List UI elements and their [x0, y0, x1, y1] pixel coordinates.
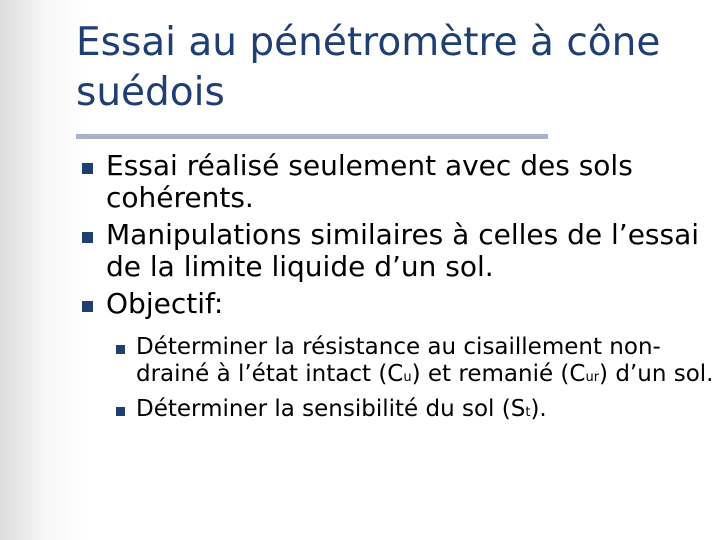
bullet-item-2: [76, 219, 716, 283]
title-underline: [76, 134, 548, 139]
sub-bullet-text-2a: Déterminer la sensibilité du sol (S: [136, 396, 526, 422]
sub-bullet-item-1: [116, 334, 716, 391]
bullet-item-1: [76, 150, 716, 214]
sub-bullet-text-1a: Déterminer la résistance au cisaillement non-drainé à l’état intact (C: [136, 334, 661, 387]
sub-bullet-square-icon: [116, 345, 125, 354]
bullet-text-3: Objectif:: [106, 287, 224, 320]
sub-bullet-text-2b: ).: [530, 396, 547, 422]
bullet-list: [76, 150, 716, 431]
st-subscript: t: [525, 405, 531, 420]
sub-bullet-square-icon: [116, 407, 125, 416]
sub-bullet-list: [116, 334, 716, 426]
bullet-square-icon: [82, 163, 93, 174]
bullet-item-3: [76, 288, 716, 320]
cur-subscript: ur: [585, 370, 600, 385]
slide-title: Essai au pénétromètre à cône suédois: [76, 20, 661, 115]
bullet-square-icon: [82, 232, 93, 243]
bullet-text-2: Manipulations similaires à celles de l’essai de la limite liquide d’un sol.: [106, 218, 700, 283]
sub-bullet-text-1c: ) d’un sol.: [599, 361, 714, 387]
cu-subscript: u: [403, 370, 412, 385]
bullet-text-1: Essai réalisé seulement avec des sols cohérents.: [106, 149, 633, 214]
bullet-square-icon: [82, 301, 93, 312]
sub-bullet-text-1b: ) et remanié (C: [411, 361, 586, 387]
sub-bullet-item-2: [116, 396, 716, 426]
